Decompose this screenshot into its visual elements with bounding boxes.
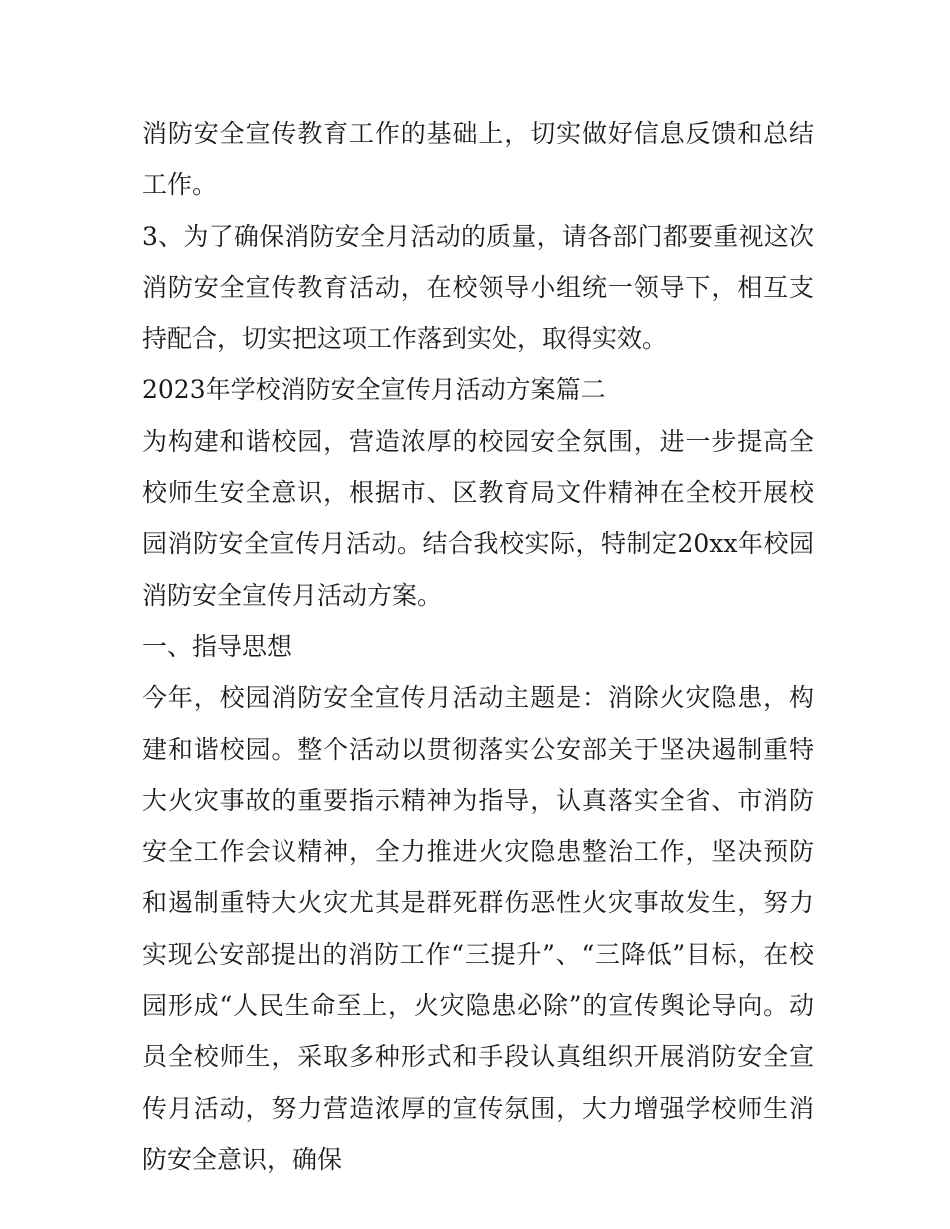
paragraph-guiding-ideology: 今年，校园消防安全宣传月活动主题是：消除火灾隐患，构建和谐校园。整个活动以贯彻落实公安部关于坚决遏制重特大火灾事故的重要指示精神为指导，认真落实全省、市消防安全工作会议精神，全力推进火灾隐患整治工作，坚决预防和遏制重特大火灾尤其是群死群伤恶性火灾事故发生，努力实现公安部提出的消防工作“三提升”、“三降低”目标，在校园形成“人民生命至上，火灾隐患必除”的宣传舆论导向。动员全校师生，采取多种形式和手段认真组织开展消防安全宣传月活动，努力营造浓厚的宣传氛围，大力增强学校师生消防安全意识，确保 [142, 683, 814, 1174]
section-title: 2023年学校消防安全宣传月活动方案篇二 [142, 375, 606, 405]
paragraph-continuation: 消防安全宣传教育工作的基础上，切实做好信息反馈和总结工作。 [142, 119, 814, 200]
paragraph-item-3: 3、为了确保消防安全月活动的质量，请各部门都要重视这次消防安全宣传教育活动，在校领导小组统一领导下，相互支持配合，切实把这项工作落到实处，取得实效。 [142, 221, 814, 354]
document-body [142, 108, 814, 1185]
heading-guiding-ideology: 一、指导思想 [142, 631, 293, 661]
paragraph-intro: 为构建和谐校园，营造浓厚的校园安全氛围，进一步提高全校师生安全意识，根据市、区教育局文件精神在全校开展校园消防安全宣传月活动。结合我校实际，特制定20xx年校园消防安全宣传月活动方案。 [142, 426, 814, 610]
